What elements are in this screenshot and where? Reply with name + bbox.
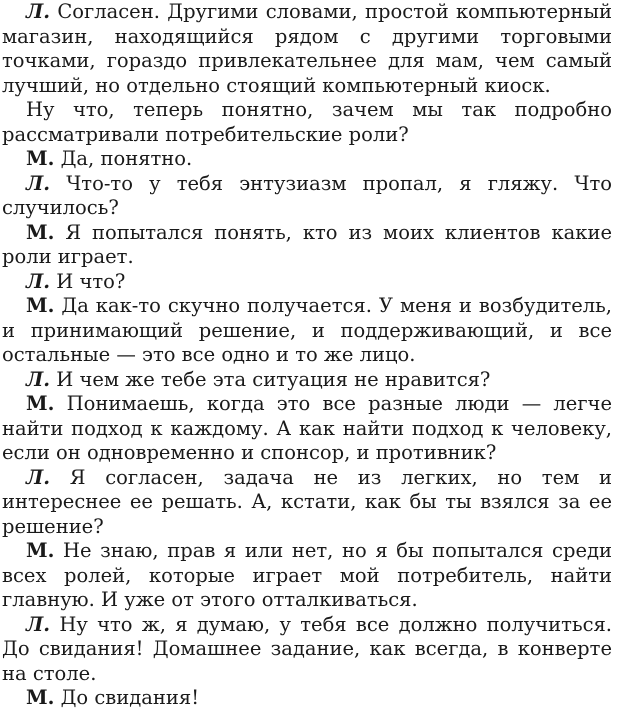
speaker-label: М. (26, 539, 55, 562)
dialogue-paragraph (2, 294, 612, 368)
speaker-label: М. (26, 147, 55, 170)
dialogue-paragraph (2, 221, 612, 270)
paragraph-text: Да как-то скучно получается. У меня и возбудитель, и принимающий решение, и поддерживающий, и все остальные — это все одно и то же лицо. (2, 294, 612, 366)
speaker-label: М. (26, 220, 55, 244)
speaker-label: Л. (26, 465, 51, 489)
dialogue-paragraph (2, 368, 612, 393)
speaker-label: М. (26, 392, 55, 415)
speaker-label: М. (26, 686, 55, 709)
paragraph-text: Согласен. Другими словами, простой компьютерный магазин, находящийся рядом с другими торговыми точками, гораздо привлекательнее для мам, чем самый лучший, но отдельно стоящий компьютерный киоск. (2, 0, 613, 97)
dialogue-paragraph (2, 147, 612, 172)
dialogue-paragraph (2, 686, 612, 711)
dialogue-paragraph (2, 270, 612, 295)
paragraph-text: Понимаешь, когда это все разные люди — легче найти подход к каждому. А как найти подход к человеку, если он одновременно и спонсор, и противник? (2, 392, 612, 464)
dialogue-paragraph (2, 466, 612, 540)
dialogue-paragraph (2, 172, 612, 221)
paragraph-text: Ну что, теперь понятно, зачем мы так подробно рассматривали потребительские роли? (2, 98, 612, 146)
paragraph-text: И чем же тебе эта ситуация не нравится? (56, 367, 491, 391)
speaker-label: М. (26, 294, 55, 317)
dialogue-paragraph (2, 392, 612, 466)
dialogue-paragraph (2, 613, 612, 687)
paragraph-text: Не знаю, прав я или нет, но я бы попытался среди всех ролей, которые играет мой потребитель, найти главную. И уже от этого отталкиваться. (2, 539, 612, 611)
speaker-label: Л. (26, 0, 51, 23)
dialogue-paragraph (2, 0, 612, 98)
speaker-label: Л. (26, 171, 51, 195)
paragraph-text: Я попытался понять, кто из моих клиентов какие роли играет. (2, 220, 612, 268)
paragraph-text: Что-то у тебя энтузиазм пропал, я гляжу. Что случилось? (2, 171, 612, 219)
dialogue-paragraph (2, 539, 612, 613)
speaker-label: Л. (26, 269, 51, 293)
paragraph-text: Да, понятно. (60, 147, 193, 170)
speaker-label: Л. (26, 612, 51, 636)
paragraph-text: И что? (56, 269, 126, 293)
paragraph-text: Я согласен, задача не из легких, но тем и интереснее ее решать. А, кстати, как бы ты взялся за ее решение? (2, 465, 612, 538)
dialogue-paragraph (2, 98, 612, 147)
paragraph-text: До свидания! (60, 686, 200, 709)
paragraph-text: Ну что ж, я думаю, у тебя все должно получиться. До свидания! Домашнее задание, как всегда, в конверте на столе. (2, 612, 612, 685)
speaker-label: Л. (26, 367, 51, 391)
